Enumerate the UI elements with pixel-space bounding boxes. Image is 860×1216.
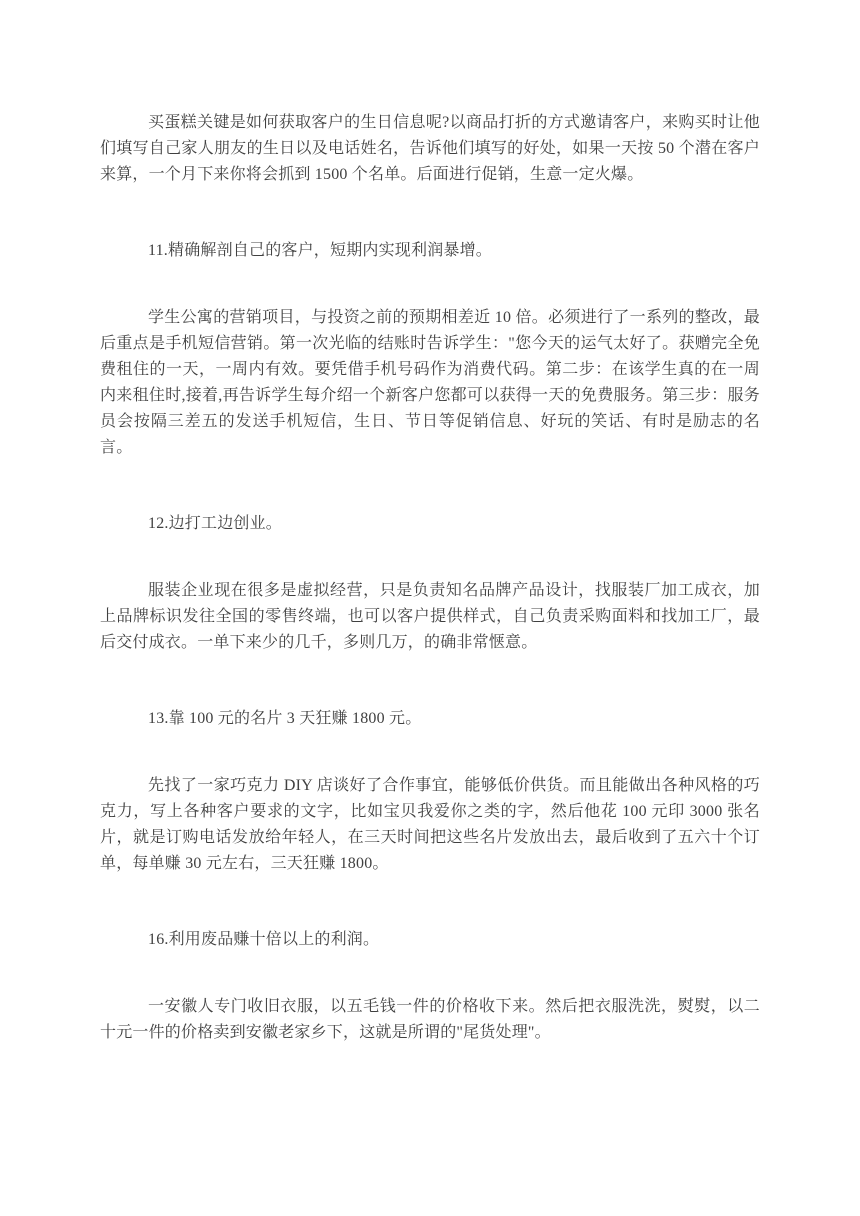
paragraph-garment-virtual: 服装企业现在很多是虚拟经营，只是负责知名品牌产品设计，找服装厂加工成衣，加上品牌标识发往全国的零售终端，也可以客户提供样式，自己负责采购面料和找加工厂，最后交付成衣。一单下来少的几千，多则几万，的确非常惬意。 (100, 582, 760, 651)
section-heading-16: 16.利用废品赚十倍以上的利润。 (148, 931, 380, 948)
paragraph-cake-birthday: 买蛋糕关键是如何获取客户的生日信息呢?以商品打折的方式邀请客户，来购买时让他们填写自己家人朋友的生日以及电话姓名，告诉他们填写的好处，如果一天按 50 个潜在客户来算，一个月下来你将会抓到 1500 个名单。后面进行促销，生意一定火爆。 (100, 114, 760, 183)
section-heading-11: 11.精确解剖自己的客户，短期内实现利润暴增。 (148, 242, 493, 259)
paragraph-chocolate-cards: 先找了一家巧克力 DIY 店谈好了合作事宜，能够低价供货。而且能做出各种风格的巧克力，写上各种客户要求的文字，比如宝贝我爱你之类的字，然后他花 100 元印 3000 张名片，就是订购电话发放给年轻人，在三天时间把这些名片发放出去，最后收到了五六十个订单，每单赚 30 元左右，三天狂赚 1800。 (100, 777, 760, 872)
section-heading-12: 12.边打工边创业。 (148, 515, 283, 532)
paragraph-old-clothes: 一安徽人专门收旧衣服，以五毛钱一件的价格收下来。然后把衣服洗洗，熨熨，以二十元一件的价格卖到安徽老家乡下，这就是所谓的"尾货处理"。 (100, 998, 760, 1041)
section-heading-13: 13.靠 100 元的名片 3 天狂赚 1800 元。 (148, 710, 422, 727)
paragraph-student-apartment: 学生公寓的营销项目，与投资之前的预期相差近 10 倍。必须进行了一系列的整改，最后重点是手机短信营销。第一次光临的结账时告诉学生："您今天的运气太好了。获赠完全免费租住的一天，一周内有效。要凭借手机号码作为消费代码。第二步：在该学生真的在一周内来租住时,接着,再告诉学生每介绍一个新客户您都可以获得一天的免费服务。第三步：服务员会按隔三差五的发送手机短信，生日、节日等促销信息、好玩的笑话、有时是励志的名言。 (100, 309, 760, 456)
